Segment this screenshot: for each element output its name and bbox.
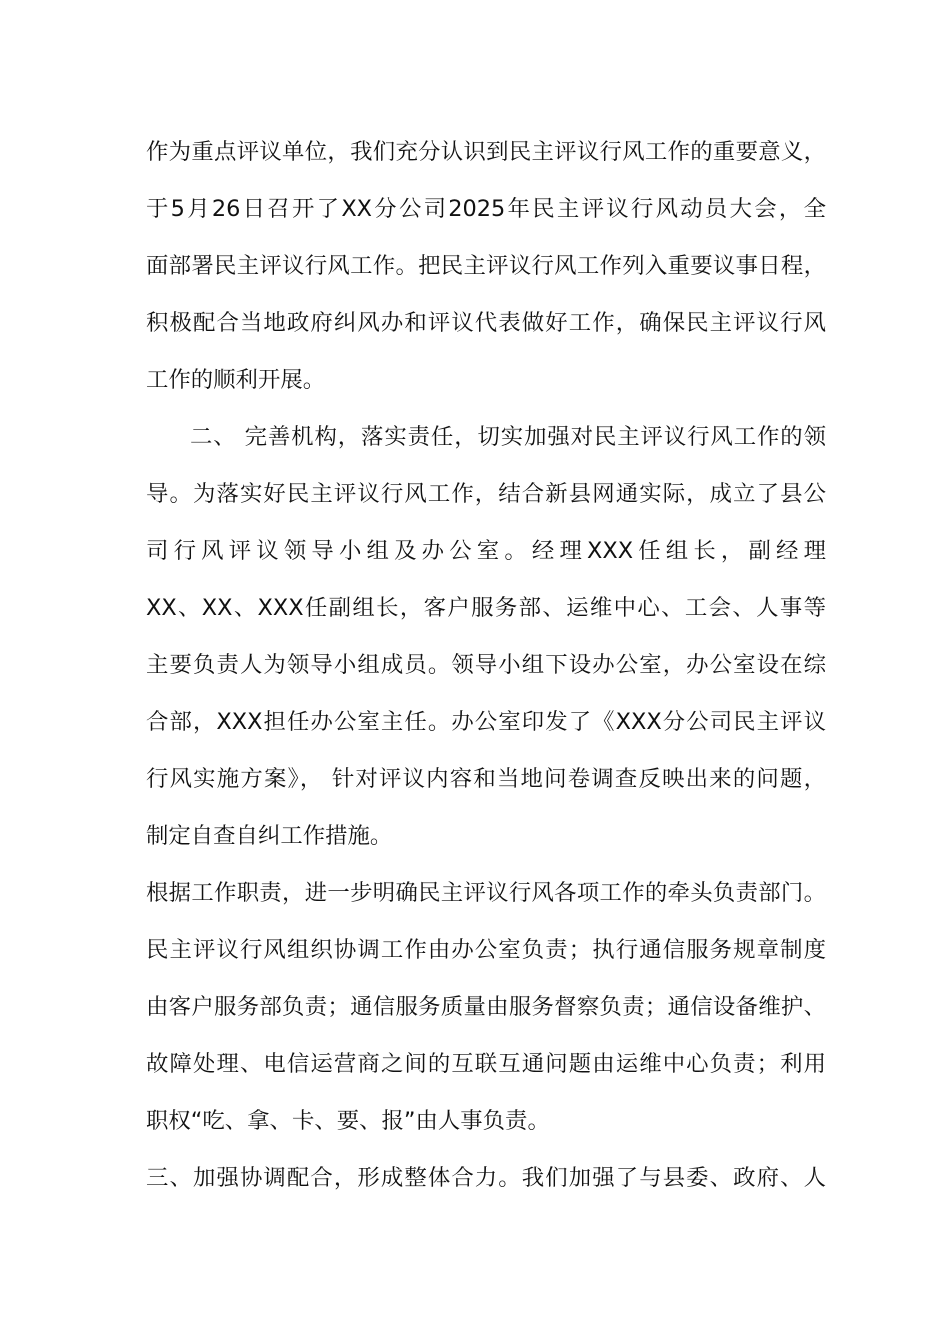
- text-line-14: 根据工作职责，进一步明确民主评议行风各项工作的牵头负责部门。: [146, 880, 826, 906]
- text-line-7: 导。为落实好民主评议行风工作，结合新县网通实际，成立了县公: [146, 481, 826, 507]
- text-line-5: 工作的顺利开展。: [146, 367, 326, 393]
- text-line-15: 民主评议行风组织协调工作由办公室负责；执行通信服务规章制度: [146, 937, 826, 963]
- text-line-11: 合部，XXX担任办公室主任。办公室印发了《XXX分公司民主评议: [146, 709, 826, 735]
- text-line-2: 于5月26日召开了XX分公司2025年民主评议行风动员大会，全: [146, 196, 826, 222]
- section-three-heading-line: 三、加强协调配合，形成整体合力。我们加强了与县委、政府、人: [146, 1165, 826, 1191]
- text-line-12: 行风实施方案》， 针对评议内容和当地问卷调查反映出来的问题，: [146, 766, 826, 792]
- text-line-3: 面部署民主评议行风工作。把民主评议行风工作列入重要议事日程，: [146, 253, 826, 279]
- text-line-4: 积极配合当地政府纠风办和评议代表做好工作，确保民主评议行风: [146, 310, 826, 336]
- text-line-17: 故障处理、电信运营商之间的互联互通问题由运维中心负责；利用: [146, 1051, 826, 1077]
- text-line-10: 主要负责人为领导小组成员。领导小组下设办公室，办公室设在综: [146, 652, 826, 678]
- text-line-8: 司行风评议领导小组及办公室。经理XXX任组长，副经理: [146, 538, 826, 564]
- text-line-16: 由客户服务部负责；通信服务质量由服务督察负责；通信设备维护、: [146, 994, 826, 1020]
- text-line-13: 制定自查自纠工作措施。: [146, 823, 393, 849]
- text-line-9: XX、XX、XXX任副组长，客户服务部、运维中心、工会、人事等: [146, 595, 826, 621]
- text-line-1: 作为重点评议单位，我们充分认识到民主评议行风工作的重要意义，: [146, 139, 826, 165]
- section-two-heading-line: 二、 完善机构，落实责任，切实加强对民主评议行风工作的领: [190, 424, 826, 450]
- text-line-18: 职权“吃、拿、卡、要、报”由人事负责。: [146, 1108, 550, 1134]
